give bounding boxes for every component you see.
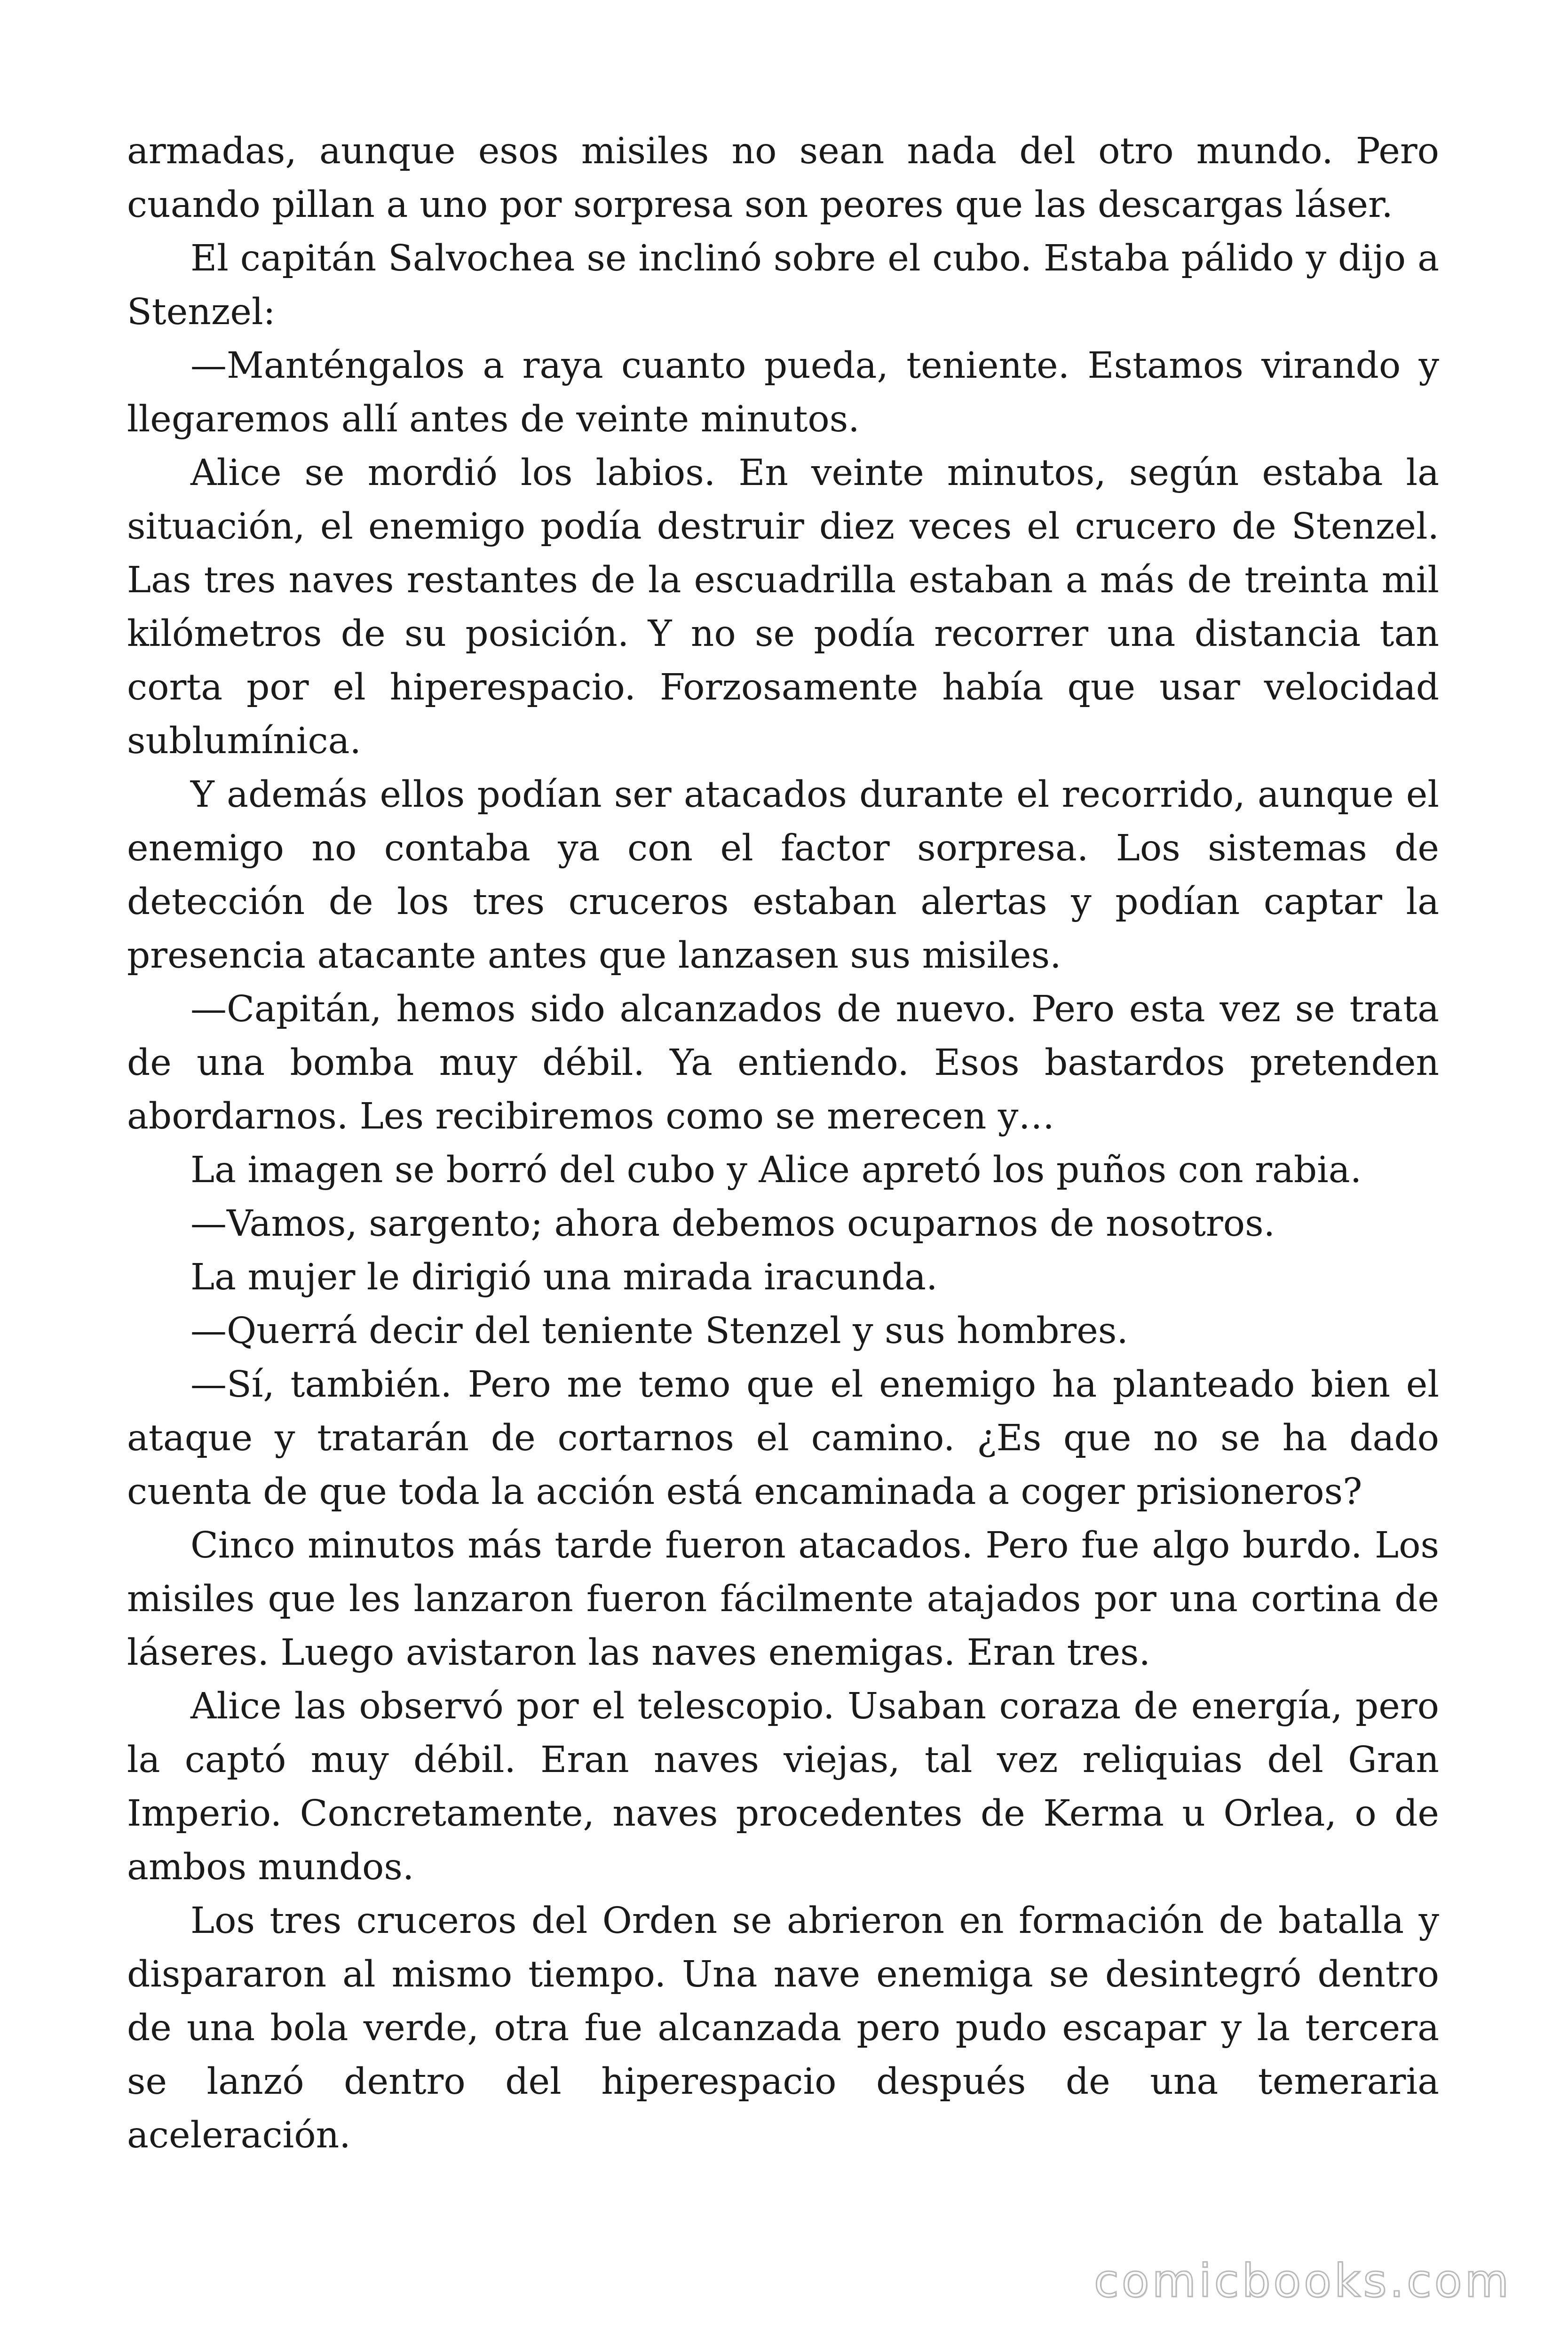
paragraph: —Sí, también. Pero me temo que el enemigo ha planteado bien el ataque y tratarán de cortarnos el camino. ¿Es que no se ha dado cuenta de que toda la acción está encaminada a coger prisioneros? <box>127 1364 1439 1513</box>
paragraph: El capitán Salvochea se inclinó sobre el cubo. Estaba pálido y dijo a Stenzel: <box>127 238 1439 333</box>
paragraph: —Querrá decir del teniente Stenzel y sus hombres. <box>190 1310 1128 1352</box>
page-text <box>127 125 1439 2162</box>
paragraph: armadas, aunque esos misiles no sean nada del otro mundo. Pero cuando pillan a uno por sorpresa son peores que las descargas láser. <box>127 130 1439 226</box>
watermark-text: comicbooks.com <box>1093 2255 1512 2307</box>
paragraph: La mujer le dirigió una mirada iracunda. <box>190 1256 938 1298</box>
paragraph: Los tres cruceros del Orden se abrieron en formación de batalla y dispararon al mismo tiempo. Una nave enemiga se desintegró dentro de una bola verde, otra fue alcanzada pero pudo escapar y la tercera se lanzó dentro del hiperespacio después de una temeraria aceleración. <box>127 1900 1439 2156</box>
paragraph: Alice se mordió los labios. En veinte minutos, según estaba la situación, el enemigo podía destruir diez veces el crucero de Stenzel. Las tres naves restantes de la escuadrilla estaban a más de treinta mil kilómetros de su posición. Y no se podía recorrer una distancia tan corta por el hiperespacio. Forzosamente había que usar velocidad sublumínica. <box>127 452 1439 762</box>
paragraph: Alice las observó por el telescopio. Usaban coraza de energía, pero la captó muy débil. Eran naves viejas, tal vez reliquias del Gran Imperio. Concretamente, naves procedentes de Kerma u Orlea, o de ambos mundos. <box>127 1685 1439 1888</box>
paragraph: —Manténgalos a raya cuanto pueda, teniente. Estamos virando y llegaremos allí antes de veinte minutos. <box>127 345 1439 440</box>
paragraph: —Vamos, sargento; ahora debemos ocuparnos de nosotros. <box>190 1203 1275 1245</box>
paragraph: —Capitán, hemos sido alcanzados de nuevo. Pero esta vez se trata de una bomba muy débil. Ya entiendo. Esos bastardos pretenden abordarnos. Les recibiremos como se merecen y… <box>127 988 1439 1137</box>
paragraph: La imagen se borró del cubo y Alice apretó los puños con rabia. <box>190 1149 1362 1191</box>
paragraph: Cinco minutos más tarde fueron atacados. Pero fue algo burdo. Los misiles que les lanzaron fueron fácilmente atajados por una cortina de láseres. Luego avistaron las naves enemigas. Eran tres. <box>127 1525 1439 1674</box>
paragraph: Y además ellos podían ser atacados durante el recorrido, aunque el enemigo no contaba ya con el factor sorpresa. Los sistemas de detección de los tres cruceros estaban alertas y podían captar la presencia atacante antes que lanzasen sus misiles. <box>127 774 1439 977</box>
